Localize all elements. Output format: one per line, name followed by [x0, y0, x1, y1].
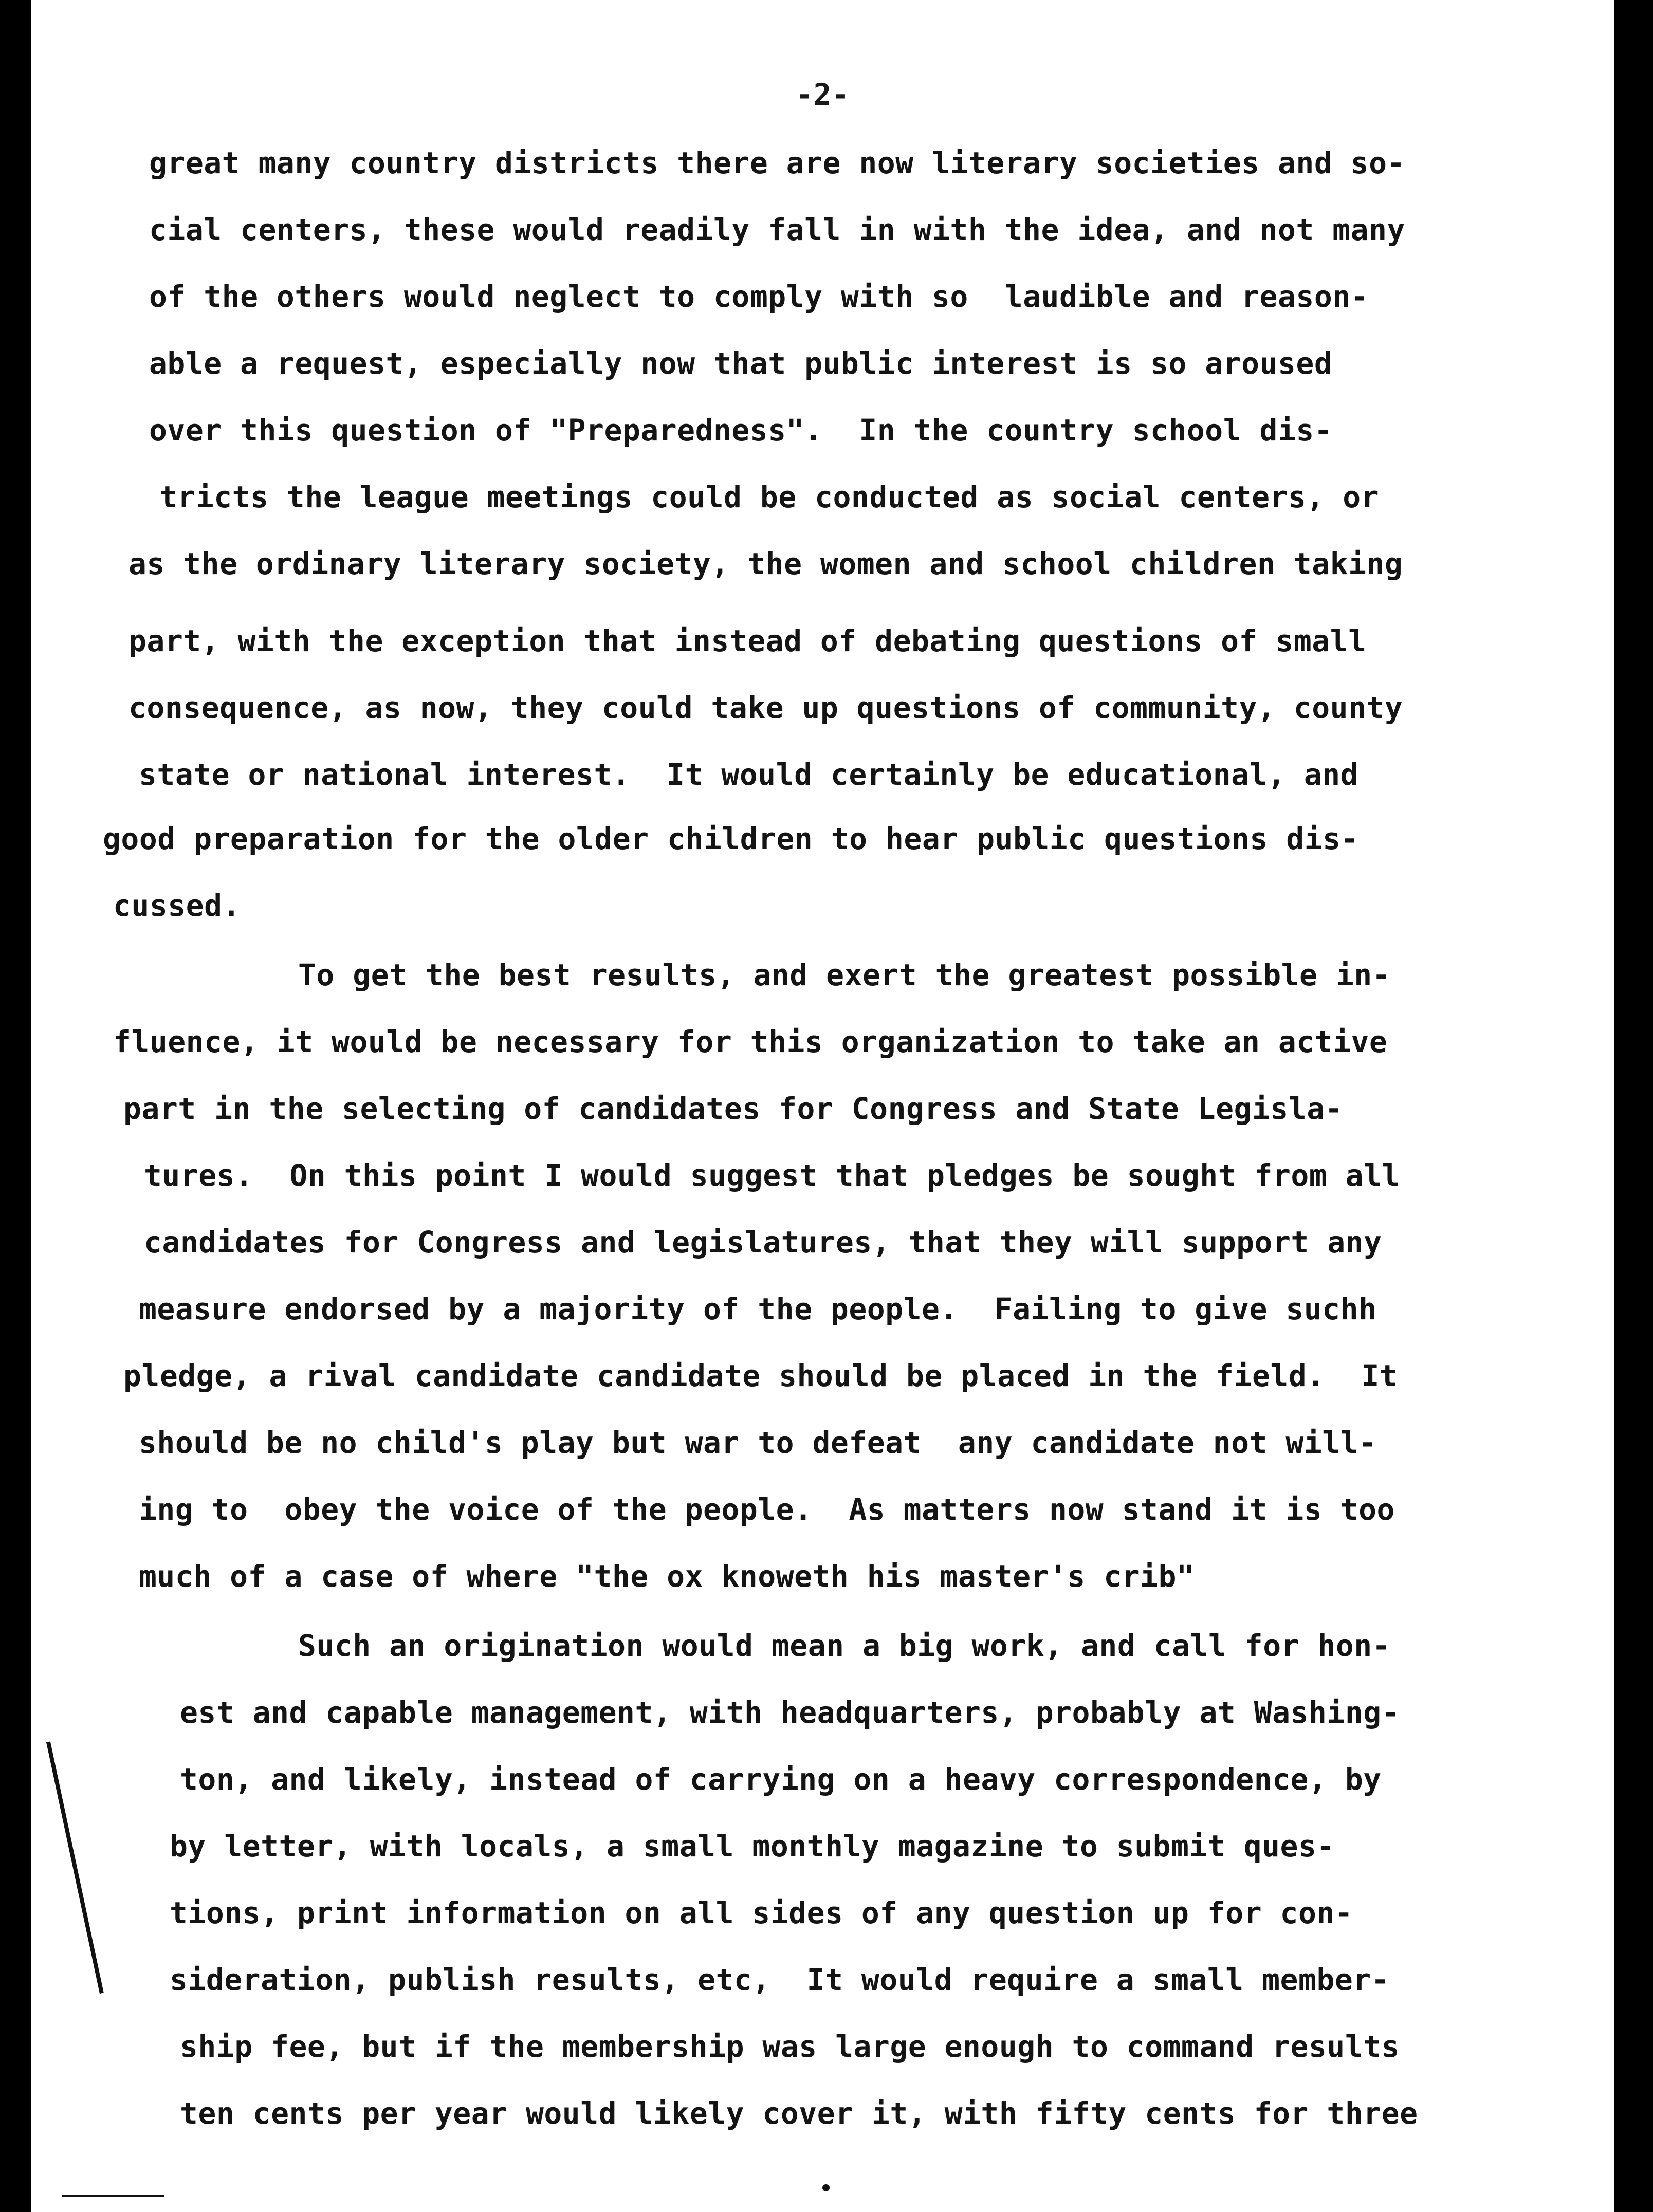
text-line: ten cents per year would likely cover it, with fifty cents for three: [180, 2096, 1418, 2131]
text-line: fluence, it would be necessary for this organization to take an active: [113, 1024, 1388, 1059]
text-line: candidates for Congress and legislatures, that they will support any: [144, 1225, 1382, 1260]
text-line: pledge, a rival candidate candidate should be placed in the field. It: [123, 1358, 1398, 1393]
bottom-edge-mark: [62, 2195, 164, 2197]
text-line: of the others would neglect to comply with so laudible and reason-: [149, 279, 1369, 314]
text-line: tions, print information on all sides of any question up for con-: [170, 1895, 1353, 1930]
text-line: tricts the league meetings could be conducted as social centers, or: [159, 480, 1380, 514]
text-line: part in the selecting of candidates for Congress and State Legisla-: [123, 1091, 1344, 1126]
text-line: Such an origination would mean a big work, and call for hon-: [298, 1628, 1391, 1663]
text-line: measure endorsed by a majority of the people. Failing to give suchh: [139, 1292, 1377, 1326]
ink-dot: [822, 2184, 830, 2191]
text-line: sideration, publish results, etc, It would require a small member-: [170, 1962, 1390, 1997]
margin-pen-mark: [46, 1741, 104, 1994]
text-line: state or national interest. It would certainly be educational, and: [139, 757, 1359, 792]
page-number: -2-: [795, 77, 850, 112]
document-page: [31, 0, 1614, 2212]
text-line: est and capable management, with headquarters, probably at Washing-: [180, 1695, 1400, 1730]
text-line: over this question of "Preparedness". In the country school dis-: [149, 413, 1333, 448]
text-line: To get the best results, and exert the greatest possible in-: [298, 957, 1391, 992]
text-line: consequence, as now, they could take up questions of community, county: [128, 690, 1403, 725]
text-line: ing to obey the voice of the people. As matters now stand it is too: [139, 1492, 1395, 1527]
text-line: ship fee, but if the membership was large enough to command results: [180, 2029, 1400, 2064]
text-line: as the ordinary literary society, the women and school children taking: [128, 546, 1403, 581]
text-line: cial centers, these would readily fall in with the idea, and not many: [149, 212, 1405, 247]
text-line: much of a case of where "the ox knoweth his master's crib": [139, 1559, 1195, 1594]
text-line: great many country districts there are now literary societies and so-: [149, 145, 1405, 180]
text-line: able a request, especially now that public interest is so aroused: [149, 346, 1333, 381]
text-line: by letter, with locals, a small monthly magazine to submit ques-: [170, 1829, 1335, 1864]
text-line: cussed.: [113, 888, 241, 923]
text-line: ton, and likely, instead of carrying on a heavy correspondence, by: [180, 1762, 1382, 1797]
text-line: good preparation for the older children to hear public questions dis-: [103, 821, 1359, 856]
text-line: should be no child's play but war to defeat any candidate not will-: [139, 1425, 1377, 1460]
text-line: tures. On this point I would suggest that pledges be sought from all: [144, 1158, 1400, 1193]
text-line: part, with the exception that instead of debating questions of small: [128, 623, 1367, 658]
